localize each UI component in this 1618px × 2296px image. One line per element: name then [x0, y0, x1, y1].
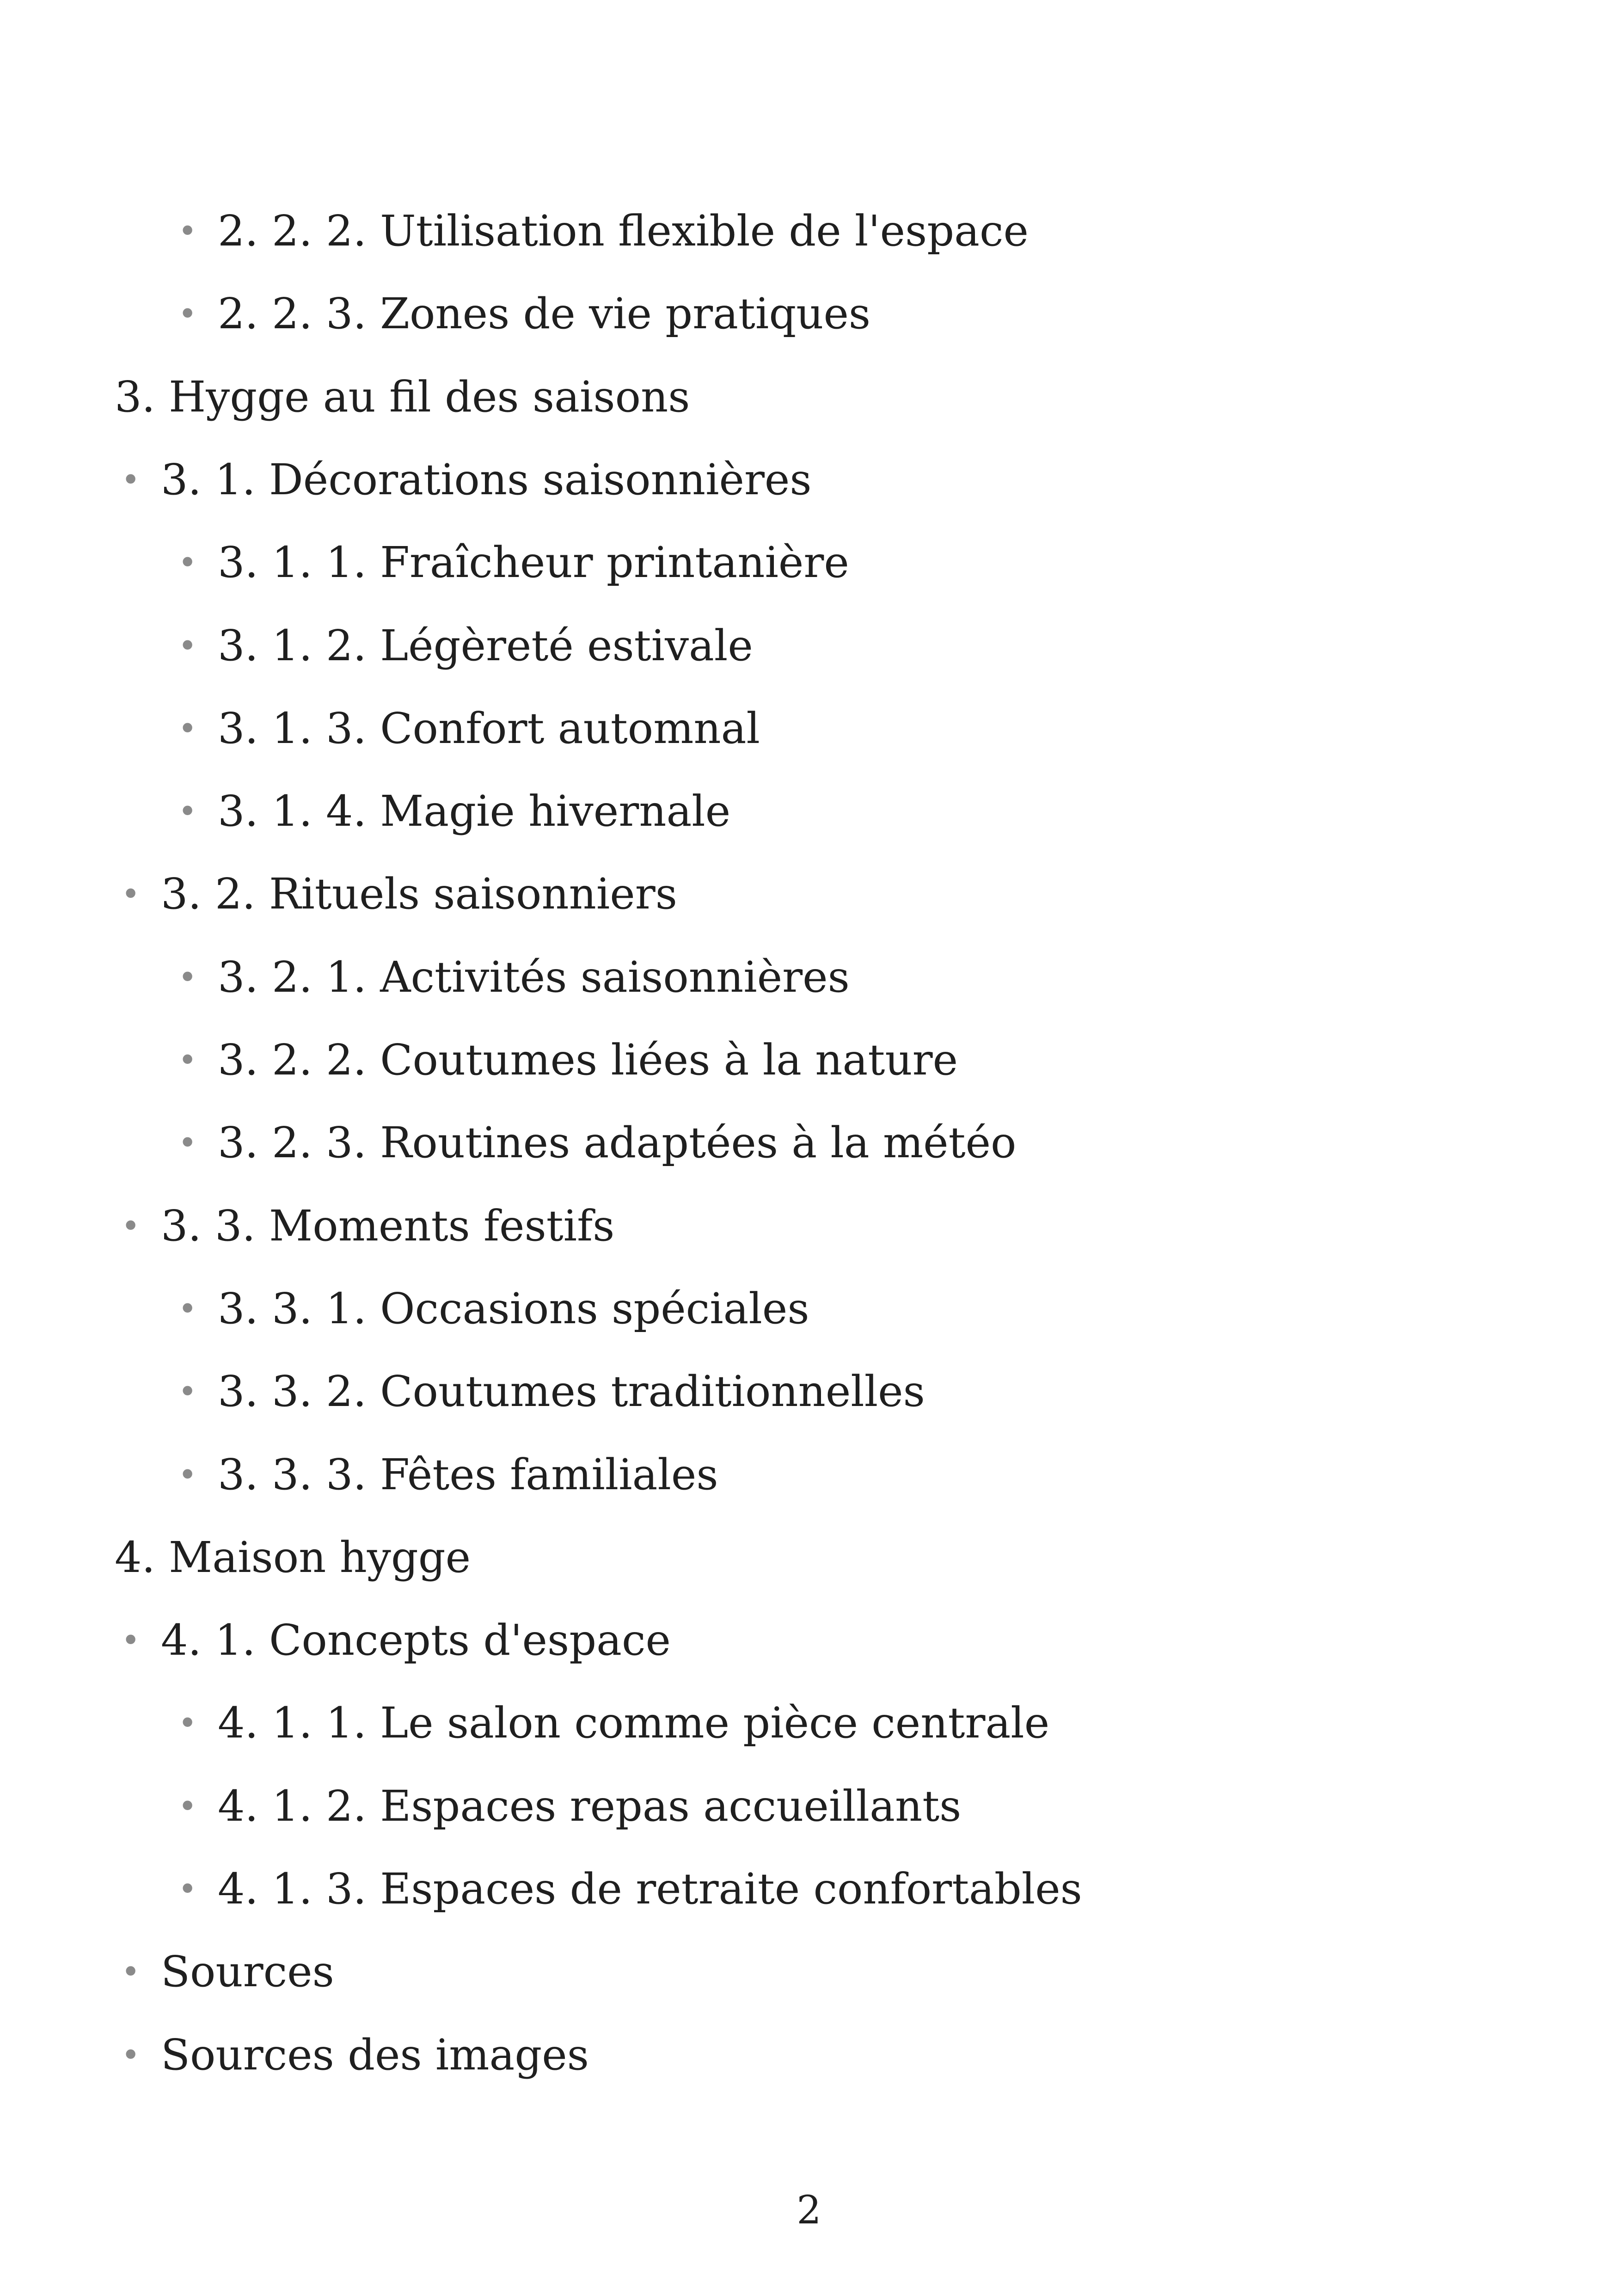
- toc-entry[interactable]: [121, 1198, 614, 1254]
- toc-entry[interactable]: [178, 950, 850, 1005]
- toc-entry[interactable]: [178, 1032, 958, 1088]
- bullet-icon: •: [178, 1787, 197, 1825]
- bullet-icon: •: [178, 1041, 197, 1079]
- toc-entry[interactable]: [178, 1115, 1016, 1171]
- toc-entry-label: 3. 1. 1. Fraîcheur printanière: [218, 538, 849, 587]
- toc-entry-label: 3. 3. 3. Fêtes familiales: [218, 1450, 718, 1499]
- bullet-icon: •: [178, 958, 197, 996]
- bullet-icon: •: [121, 875, 141, 913]
- toc-entry-label: 3. 3. 2. Coutumes traditionnelles: [218, 1367, 925, 1416]
- toc-heading[interactable]: [115, 369, 690, 425]
- bullet-icon: •: [121, 1207, 141, 1245]
- toc-entry[interactable]: [121, 2027, 589, 2083]
- bullet-icon: •: [121, 2036, 141, 2074]
- toc-entry[interactable]: [178, 701, 760, 756]
- toc-entry[interactable]: [178, 618, 753, 674]
- toc-entry-label: 3. 2. Rituels saisonniers: [161, 869, 677, 919]
- bullet-icon: •: [178, 792, 197, 830]
- toc-entry-label: Sources: [161, 1947, 334, 1996]
- toc-entry[interactable]: [178, 286, 870, 342]
- toc-entry-label: 4. 1. Concepts d'espace: [161, 1615, 671, 1665]
- toc-entry[interactable]: [178, 203, 1029, 259]
- toc-entry[interactable]: [178, 1695, 1049, 1751]
- bullet-icon: •: [178, 1456, 197, 1494]
- toc-entry[interactable]: [178, 1364, 925, 1419]
- toc-entry-label: 2. 2. 2. Utilisation flexible de l'espace: [218, 206, 1029, 256]
- bullet-icon: •: [178, 544, 197, 582]
- toc-entry-label: 3. 3. 1. Occasions spéciales: [218, 1284, 809, 1333]
- toc-entry-label: 4. 1. 1. Le salon comme pièce centrale: [218, 1698, 1050, 1748]
- toc-entry[interactable]: [121, 866, 677, 922]
- bullet-icon: •: [178, 627, 197, 665]
- toc-entry-label: 3. 1. 4. Magie hivernale: [218, 786, 731, 836]
- toc-entry-label: 3. 2. 3. Routines adaptées à la météo: [218, 1118, 1017, 1167]
- bullet-icon: •: [121, 1953, 141, 1991]
- toc-entry[interactable]: [178, 1447, 718, 1503]
- toc-entry-label: 3. 3. Moments festifs: [161, 1201, 615, 1251]
- bullet-icon: •: [121, 1621, 141, 1659]
- toc-entry-label: 3. 1. Décorations saisonnières: [161, 455, 812, 504]
- toc-entry-label: 3. 2. 2. Coutumes liées à la nature: [218, 1035, 958, 1085]
- toc-entry-label: 4. 1. 3. Espaces de retraite confortables: [218, 1864, 1082, 1914]
- toc-heading[interactable]: [115, 1530, 471, 1585]
- toc-entry-label: 2. 2. 3. Zones de vie pratiques: [218, 289, 871, 338]
- toc-entry-label: Sources des images: [161, 2030, 589, 2080]
- bullet-icon: •: [178, 710, 197, 748]
- bullet-icon: •: [178, 1124, 197, 1162]
- toc-entry[interactable]: [121, 452, 812, 508]
- bullet-icon: •: [178, 1290, 197, 1328]
- toc-entry[interactable]: [121, 1613, 671, 1668]
- bullet-icon: •: [178, 1373, 197, 1411]
- toc-entry-label: 4. Maison hygge: [115, 1533, 471, 1582]
- toc-entry[interactable]: [178, 1779, 961, 1834]
- toc-entry[interactable]: [178, 535, 849, 590]
- bullet-icon: •: [121, 461, 141, 499]
- toc-entry-label: 4. 1. 2. Espaces repas accueillants: [218, 1781, 962, 1831]
- page-number: 2: [797, 2187, 821, 2233]
- bullet-icon: •: [178, 1870, 197, 1908]
- toc-entry[interactable]: [178, 1281, 809, 1337]
- bullet-icon: •: [178, 212, 197, 250]
- toc-entry[interactable]: [178, 784, 730, 839]
- toc-entry[interactable]: [121, 1944, 334, 2000]
- toc-entry-label: 3. 2. 1. Activités saisonnières: [218, 952, 850, 1002]
- toc-entry-label: 3. Hygge au fil des saisons: [115, 372, 690, 422]
- toc-entry-label: 3. 1. 3. Confort automnal: [218, 704, 760, 753]
- bullet-icon: •: [178, 295, 197, 333]
- toc-entry[interactable]: [178, 1861, 1082, 1917]
- toc-entry-label: 3. 1. 2. Légèreté estivale: [218, 621, 753, 670]
- bullet-icon: •: [178, 1704, 197, 1742]
